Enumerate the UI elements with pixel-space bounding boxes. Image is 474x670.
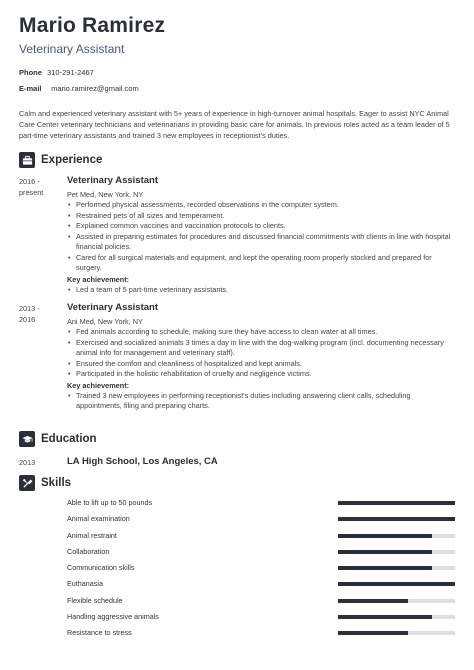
skill-level-bar — [338, 501, 455, 505]
skill-level-bar — [338, 534, 455, 538]
skill-level-fill — [338, 582, 455, 586]
graduation-cap-icon — [19, 431, 35, 447]
skill-name: Handling aggressive animals — [67, 612, 159, 622]
skill-level-bar — [338, 615, 455, 619]
skill-name: Able to lift up to 50 pounds — [67, 498, 153, 507]
skills-heading: Skills — [41, 477, 72, 489]
skill-name: Resistance to stress — [67, 628, 132, 638]
skill-level-bar — [338, 631, 455, 635]
education-section-header — [19, 431, 97, 447]
phone-label: Phone — [19, 68, 42, 77]
candidate-title: Veterinary Assistant — [19, 42, 125, 56]
phone-value: 310-291-2467 — [47, 68, 94, 77]
job-1 — [67, 175, 457, 295]
skill-row — [67, 579, 455, 595]
skill-name: Flexible schedule — [67, 595, 123, 605]
job-1-key-achievement-label: Key achievement: — [67, 274, 130, 284]
list-item: • Assisted in preparing estimates for procedures and discussed financial commitments with clients in line with hospital financial policies. — [67, 232, 457, 253]
skill-row — [67, 596, 455, 612]
skills-section-header — [19, 475, 71, 491]
skill-row — [67, 628, 455, 644]
job-2-date-start: 2013 - — [19, 304, 40, 313]
job-1-company: Pet Med, New York, NY — [67, 190, 144, 199]
skill-level-fill — [338, 550, 432, 554]
job-1-bullets — [67, 200, 457, 274]
job-2-company: Ani Med, New York, NY — [67, 317, 143, 326]
job-2-key-achievement-label: Key achievement: — [67, 380, 130, 390]
skill-level-fill — [338, 599, 408, 603]
skill-row — [67, 514, 455, 530]
skill-level-fill — [338, 615, 432, 619]
job-2-bullets — [67, 327, 457, 380]
skill-level-fill — [338, 517, 455, 521]
skill-level-fill — [338, 566, 432, 570]
skill-level-bar — [338, 566, 455, 570]
list-item: • Explained common vaccines and vaccination protocols to clients. — [67, 221, 457, 232]
job-1-title: Veterinary Assistant — [67, 175, 158, 186]
job-2-dates — [19, 303, 59, 325]
list-item: • Restrained pets of all sizes and temperament. — [67, 211, 457, 222]
education-heading: Education — [41, 433, 97, 445]
job-2-achievements — [67, 391, 457, 412]
list-item: • Cared for all surgical materials and equipment, and kept the operating room properly stocked and prepared for surgery. — [67, 253, 457, 274]
list-item: • Trained 3 new employees in performing receptionist's duties including answering client calls, scheduling appointments, filing and preparing charts. — [67, 391, 457, 412]
skill-level-bar — [338, 517, 455, 521]
skill-name: Animal restraint — [67, 530, 117, 540]
skill-level-fill — [338, 501, 455, 505]
list-item: • Participated in the holistic rehabilitation of cruelty and negligence victims. — [67, 369, 457, 380]
experience-section-header — [19, 152, 102, 168]
candidate-name: Mario Ramirez — [19, 14, 166, 37]
list-item: • Fed animals according to schedule, making sure they have access to clean water at all times. — [67, 327, 457, 338]
skill-row — [67, 531, 455, 547]
skill-row — [67, 563, 455, 579]
briefcase-icon — [19, 152, 35, 168]
job-1-date-end: present — [19, 188, 44, 197]
job-1-achievements — [67, 285, 457, 296]
experience-heading: Experience — [41, 154, 103, 166]
education-date: 2013 — [19, 458, 36, 467]
email-value: mario.ramirez@gmail.com — [51, 84, 139, 93]
summary-paragraph: Calm and experienced veterinary assistant with 5+ years of experience in high-turnover animal hospitals. Eager to assist NYC Animal Care Center veterinary technicians and veterinarians in providing basic care for animals. In previous roles acted as a team leader of 5 part-time veterinary assistants and trained 3 new employees in receptionist's duties. — [19, 109, 450, 140]
job-1-dates — [19, 176, 59, 198]
list-item: • Ensured the comfort and cleanliness of hospitalized and kept animals. — [67, 359, 457, 370]
tools-icon — [19, 475, 35, 491]
skill-name: Euthanasia — [67, 579, 103, 589]
list-item: • Led a team of 5 part-time veterinary assistants. — [67, 285, 457, 296]
skill-row — [67, 547, 455, 563]
skill-level-fill — [338, 631, 408, 635]
job-2-title: Veterinary Assistant — [67, 302, 158, 313]
phone-row — [19, 68, 94, 77]
skill-level-bar — [338, 550, 455, 554]
skill-level-bar — [338, 599, 455, 603]
skill-level-bar — [338, 582, 455, 586]
email-label: E-mail — [19, 84, 42, 93]
job-2 — [67, 302, 457, 412]
skill-name: Animal examination — [67, 514, 130, 524]
list-item: • Exercised and socialized animals 3 times a day in line with the dog-walking program (incl. documenting necessary animal info for management and veterinary staff). — [67, 338, 457, 359]
skill-name: Collaboration — [67, 546, 110, 556]
job-1-date-start: 2016 - — [19, 177, 40, 186]
job-2-date-end: 2016 — [19, 315, 36, 324]
skill-row — [67, 612, 455, 628]
email-row — [19, 84, 139, 93]
skill-level-fill — [338, 534, 432, 538]
skill-name: Communication skills — [67, 563, 135, 573]
skills-list — [67, 498, 455, 645]
list-item: • Performed physical assessments, recorded observations in the computer system. — [67, 200, 457, 211]
education-school: LA High School, Los Angeles, CA — [67, 456, 218, 467]
skill-row — [67, 498, 455, 514]
